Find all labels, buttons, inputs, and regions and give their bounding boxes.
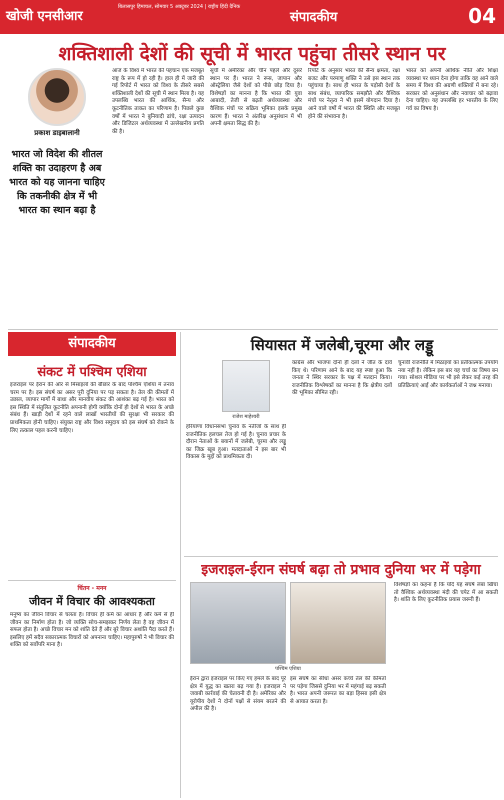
masthead-meta: बिलासपुर हिमाचल, सोमवार 5 अक्टूबर 2024 | राष्ट्रीय हिंदी दैनिक — [118, 4, 241, 10]
author-photo — [28, 68, 86, 126]
bottom-left-kicker: चिंतन - मनन — [77, 585, 107, 592]
middle-headline: सियासत में जलेबी,चूरमा और लड्डू — [250, 336, 434, 354]
news-photo-left — [190, 582, 286, 664]
column-divider — [180, 332, 181, 798]
middle-column-2: कांग्रेस और भाजपा दोनों ही दलों ने जीत के दावे किए थे। परिणाम आने के बाद यह स्पष्ट हुआ कि जनता ने स्थिर सरकार के पक्ष में मतदान किया। राजनीतिक विश्लेषकों का मानना है कि क्षेत्रीय दलों की भूमिका सीमित रही। — [292, 360, 392, 397]
author-photo-middle — [222, 360, 270, 412]
middle-column-1: हरियाणा विधानसभा चुनाव के नतीजों के साथ ही राजनीतिक हलचल तेज हो गई है। चुनाव प्रचार के दौरान नेताओं के बयानों में जलेबी, चूरमा और लड्डू का जिक्र खूब हुआ। मतदाताओं ने इस बार भी विकास के मुद्दों को प्राथमिकता दी। — [186, 424, 286, 461]
editorial-body: इजराइल पर ईरान की ओर से मिसाइलों की बौछार के बाद पश्चिम एशिया में तनाव चरम पर है। इस संघर्ष का असर पूरी दुनिया पर पड़ सकता है। तेल की कीमतों में उछाल, व्यापार मार्गों में बाधा और मानवीय संकट की आशंका बढ़ गई है। भारत को इस स्थिति में संतुलित कूटनीति अपनानी होगी क्योंकि दोनों ही देशों से भारत के अच्छे संबंध हैं। खाड़ी देशों में रहने वाले लाखों भारतीयों की सुरक्षा भी सरकार की प्राथमिकता होनी चाहिए। संयुक्त राष्ट्र और विश्व समुदाय को इस संघर्ष को रोकने के लिए तत्काल पहल करनी चाहिए। — [10, 382, 174, 434]
lead-column-1: आज के विश्व में भारत की पहचान एक मजबूत राष्ट्र के रूप में हो रही है। हाल ही में जारी की गई रिपोर्ट में भारत को विश्व के तीसरे सबसे शक्तिशाली देशों की सूची में स्थान मिला है। यह उपलब्धि भारत की आर्थिक, सैन्य और कूटनीतिक ताकत का परिणाम है। पिछले कुछ वर्षों में भारत ने बुनियादी ढांचे, रक्षा उत्पादन और डिजिटल अर्थव्यवस्था में उल्लेखनीय प्रगति की है। — [112, 68, 204, 135]
bottom-right-headline: इजराइल-ईरान संघर्ष बढ़ा तो प्रभाव दुनिया भर में पड़ेगा — [201, 562, 481, 578]
bottom-right-column-2: इस संघर्ष का सीधा असर कच्चे तेल की कीमतों पर पड़ेगा जिससे दुनिया भर में महंगाई बढ़ सकती है। भारत अपनी जरूरत का बड़ा हिस्सा इसी क्षेत्र से आयात करता है। — [290, 676, 386, 705]
middle-column-3: चुनावी राजनीति में मिठाइयों का प्रतीकात्मक उपयोग नया नहीं है। लेकिन इस बार यह चर्चा का विषय बन गया। सोशल मीडिया पर भी इसे लेकर कई तरह की प्रतिक्रियाएं आईं और कार्यकर्ताओं ने जश्न मनाया। — [398, 360, 498, 389]
author-name: प्रकाश डाइबालानी — [34, 129, 80, 137]
pull-quote: भारत जो विदेश की शीतल शक्ति का उदाहरण है अब भारत को यह जानना चाहिए कि तकनीकी क्षेत्र में भी भारत का स्थान बढ़ा है — [9, 149, 105, 216]
masthead-bar — [0, 0, 504, 34]
editorial-label: संपादकीय — [8, 332, 176, 356]
lead-column-3: रिपोर्ट के अनुसार भारत की सैन्य क्षमता, रक्षा बजट और परमाणु शक्ति ने उसे इस स्थान तक पहुंचाया है। साथ ही भारत के पड़ोसी देशों के साथ संबंध, व्यापारिक समझौते और वैश्विक मंचों पर नेतृत्व ने भी इसमें योगदान दिया है। आने वाले वर्षों में भारत की स्थिति और मजबूत होने की संभावना है। — [308, 68, 400, 120]
bottom-left-headline: जीवन में विचार की आवश्यकता — [29, 595, 155, 608]
lead-column-2: सूची में अमेरिका और चीन पहले और दूसरे स्थान पर हैं। भारत ने रूस, जापान और ऑस्ट्रेलिया जैसे देशों को पीछे छोड़ दिया है। विशेषज्ञों का मानना है कि भारत की युवा आबादी, तेजी से बढ़ती अर्थव्यवस्था और वैश्विक मंचों पर सक्रिय भूमिका इसके प्रमुख कारण हैं। भारत ने अंतरिक्ष अनुसंधान में भी अपनी क्षमता सिद्ध की है। — [210, 68, 302, 128]
editorial-title: संकट में पश्चिम एशिया — [37, 365, 147, 380]
newspaper-brand: खोजी एनसीआर — [6, 9, 83, 24]
lead-column-4: भारत को अपनी आर्थिक नीति और शिक्षा व्यवस्था पर ध्यान देना होगा ताकि वह आने वाले समय में विश्व की अग्रणी शक्तियों में बना रहे। सरकार को अनुसंधान और नवाचार को बढ़ावा देना चाहिए। यह उपलब्धि हर भारतीय के लिए गर्व का विषय है। — [406, 68, 498, 112]
section-divider — [184, 556, 498, 557]
author-box — [8, 64, 106, 326]
section-divider — [8, 329, 498, 330]
bottom-left-body: मनुष्य का जीवन विचार से चलता है। विचार ही कर्म का आधार है और कर्म से ही जीवन का निर्माण होता है। जो व्यक्ति सोच-समझकर निर्णय लेता है वह जीवन में सफल होता है। अच्छे विचार मन को शांति देते हैं और बुरे विचार अशांति पैदा करते हैं। इसलिए हमें सदैव सकारात्मक विचारों को अपनाना चाहिए। महापुरुषों ने भी विचार की शक्ति को सर्वोपरि माना है। — [10, 612, 174, 649]
bottom-right-column-1: ईरान द्वारा इजराइल पर किए गए हमले के बाद पूरे क्षेत्र में युद्ध का खतरा बढ़ गया है। इजराइल ने जवाबी कार्रवाई की चेतावनी दी है। अमेरिका और यूरोपीय देशों ने दोनों पक्षों से संयम बरतने की अपील की है। — [190, 676, 286, 713]
photo-caption: राजेश माहेश्वरी — [232, 414, 260, 420]
section-title: संपादकीय — [290, 10, 338, 25]
bottom-right-column-3: विशेषज्ञों का कहना है कि यदि यह संघर्ष लंबा खिंचा तो वैश्विक अर्थव्यवस्था मंदी की चपेट में आ सकती है। शांति के लिए कूटनीतिक प्रयास जरूरी हैं। — [394, 582, 498, 604]
bottom-photo-caption: पश्चिम एशिया — [275, 666, 301, 672]
page-number: 04 — [468, 4, 496, 28]
lead-headline: शक्तिशाली देशों की सूची में भारत पहुंचा तीसरे स्थान पर — [58, 43, 446, 65]
section-divider — [8, 580, 176, 581]
news-photo-right — [290, 582, 386, 664]
